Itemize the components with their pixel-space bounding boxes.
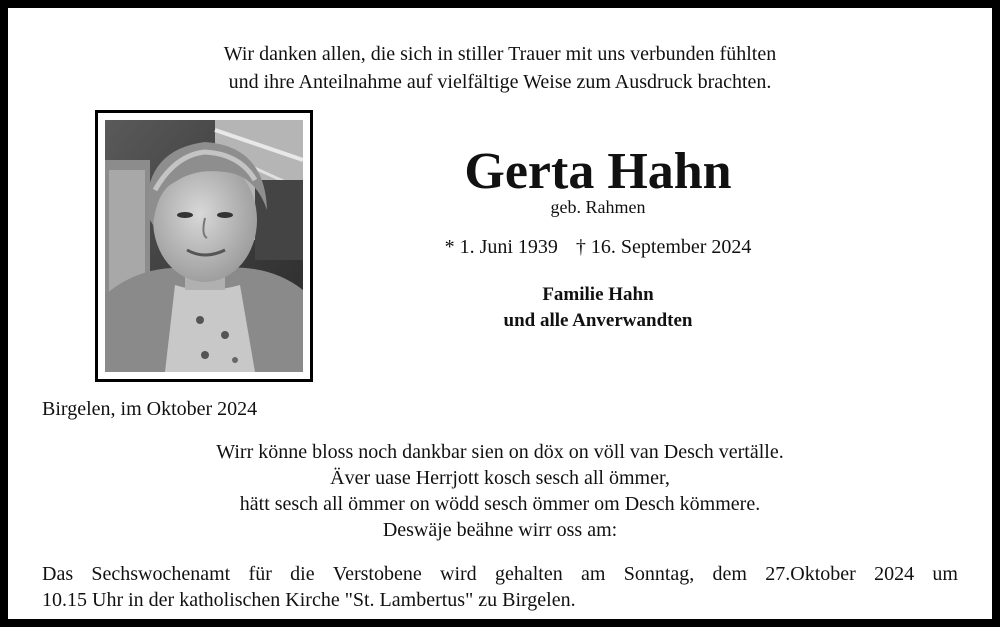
portrait-frame [95,110,313,382]
family-signature [378,282,818,334]
thanks-line: und ihre Anteilnahme auf vielfältige Weise zum Ausdruck brachten. [228,71,772,93]
life-dates [378,234,818,260]
verse-line: Deswäje beähne wirr oss am: [382,519,618,541]
birth-date: * 1. Juni 1939 [444,236,558,258]
death-date: † 16. September 2024 [575,236,752,258]
thanks-text [8,40,992,96]
mass-line: 10.15 Uhr in der katholischen Kirche "St. Lambertus" zu Birgelen. [42,589,576,611]
mass-word: Sonntag, [623,563,695,585]
deceased-name: Gerta Hahn [464,143,732,200]
mass-word: Das [42,563,74,585]
mass-word: am [580,563,606,585]
mass-word: die [290,563,315,585]
thanks-line: Wir danken allen, die sich in stiller Trauer mit uns verbunden fühlten [223,43,777,65]
mass-word: 2024 [874,563,915,585]
mass-word: gehalten [494,563,563,585]
family-line: Familie Hahn [542,284,654,305]
mass-word: Sechswochenamt [91,563,231,585]
portrait-photo [105,120,303,372]
mass-line [42,561,958,587]
obituary-card [8,8,992,619]
mass-word: für [248,563,272,585]
mass-word: wird [440,563,477,585]
birth-name: geb. Rahmen [550,197,646,217]
memorial-mass-notice [42,561,958,613]
mass-word: 27.Oktober [765,563,856,585]
verse-line: Wirr könne bloss noch dankbar sien on döx on völl van Desch vertälle. [216,441,784,463]
mass-word: Verstobene [332,563,422,585]
portrait-illustration [105,120,303,372]
mass-word: dem [712,563,747,585]
dialect-verse [8,439,992,543]
deceased-info [378,140,818,334]
verse-line: Äver uase Herrjott kosch sesch all ömmer, [330,467,670,489]
mass-word: um [932,563,958,585]
place-and-date: Birgelen, im Oktober 2024 [42,398,258,420]
family-line: und alle Anverwandten [503,310,693,331]
verse-line: hätt sesch all ömmer on wödd sesch ömmer om Desch kömmere. [239,493,761,515]
